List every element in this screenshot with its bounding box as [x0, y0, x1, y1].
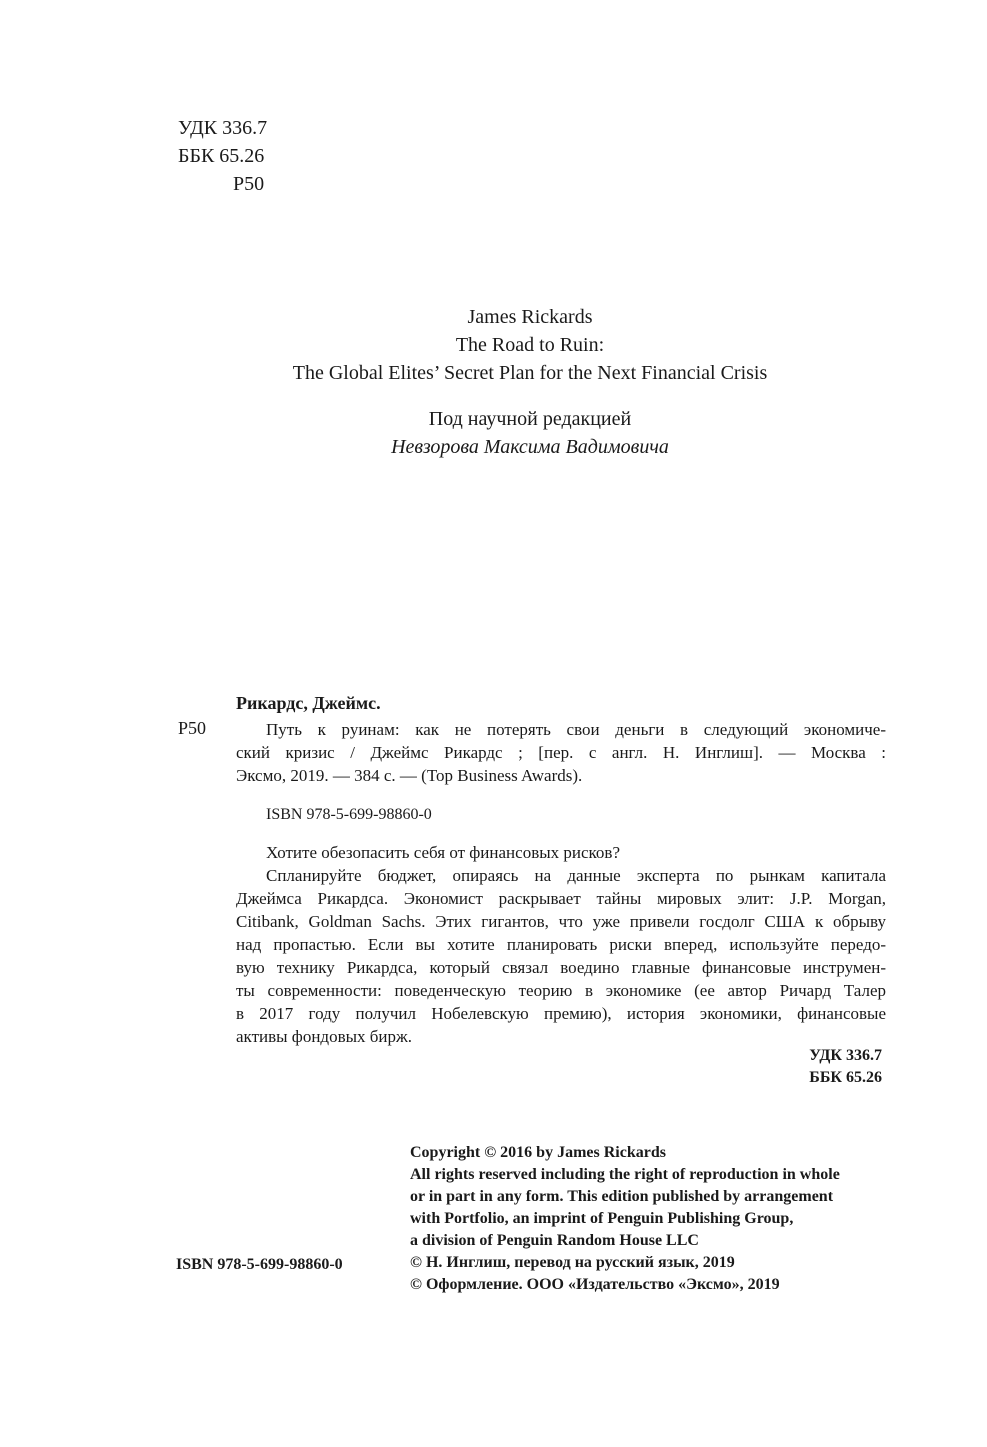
editor-label: Под научной редакцией [428, 408, 632, 430]
card-mark: Р50 [178, 718, 207, 738]
bibliography-line: Путь к руинам: как не потерять свои деньги в следующий экономиче- [266, 720, 886, 739]
annotation-line: в 2017 году получил Нобелевскую премию), история экономики, финансовые [236, 1004, 886, 1023]
editor-name: Невзорова Максима Вадимовича [391, 436, 669, 458]
copyright-line: All rights reserved including the right of reproduction in whole [410, 1166, 840, 1183]
udk-code: УДК 336.7 [178, 117, 268, 139]
annotation-line: вую технику Рикардса, который связал воедино главные финансовые инструмен- [236, 958, 886, 977]
copyright-line: © Н. Инглиш, перевод на русский язык, 2019 [410, 1254, 735, 1271]
annotation-line: Спланируйте бюджет, опираясь на данные эксперта по рынкам капитала [266, 866, 886, 885]
annotation-line: над пропастью. Если вы хотите планировать риски вперед, используйте передо- [236, 935, 886, 954]
original-title-block [200, 303, 860, 387]
footer-isbn: ISBN 978-5-699-98860-0 [176, 1256, 343, 1273]
annotation-line: активы фондовых бирж. [236, 1027, 413, 1046]
question-line: Хотите обезопасить себя от финансовых рисков? [266, 843, 621, 862]
copyright-block [410, 1142, 840, 1296]
author-mark: Р50 [233, 173, 265, 195]
copyright-line: © Оформление. ООО «Издательство «Эксмо», 2019 [410, 1276, 780, 1293]
copyright-line: Copyright © 2016 by James Rickards [410, 1144, 666, 1161]
card-author: Рикардс, Джеймс. [236, 693, 381, 713]
annotation-line: Джеймса Рикардса. Экономист раскрывает тайны мировых элит: J.P. Morgan, [236, 889, 886, 908]
copyright-line: or in part in any form. This edition published by arrangement [410, 1188, 834, 1205]
bibliography-line: ский кризис / Джеймс Рикардс ; [пер. с англ. Н. Инглиш]. — Москва : [236, 743, 886, 762]
annotation [236, 864, 886, 1048]
copyright-line: with Portfolio, an imprint of Penguin Publishing Group, [410, 1210, 794, 1227]
original-subtitle: The Global Elites’ Secret Plan for the Next Financial Crisis [292, 362, 768, 384]
bibliography-line: Эксмо, 2019. — 384 с. — (Top Business Awards). [236, 766, 583, 785]
bbk-code: ББК 65.26 [178, 145, 265, 167]
original-title: The Road to Ruin: [455, 334, 605, 356]
editor-block [200, 405, 860, 461]
annotation-line: ты современности: поведенческую теорию в экономике (ее автор Ричард Талер [236, 981, 886, 1000]
card-bbk: ББК 65.26 [809, 1069, 882, 1086]
annotation-line: Citibank, Goldman Sachs. Этих гигантов, что уже привели госдолг США к обрыву [236, 912, 886, 931]
card-udk: УДК 336.7 [809, 1047, 882, 1064]
original-author: James Rickards [467, 306, 593, 328]
copyright-line: a division of Penguin Random House LLC [410, 1232, 699, 1249]
card-isbn: ISBN 978-5-699-98860-0 [266, 806, 432, 823]
annotation-question [266, 841, 886, 864]
bibliography-entry [236, 718, 886, 787]
